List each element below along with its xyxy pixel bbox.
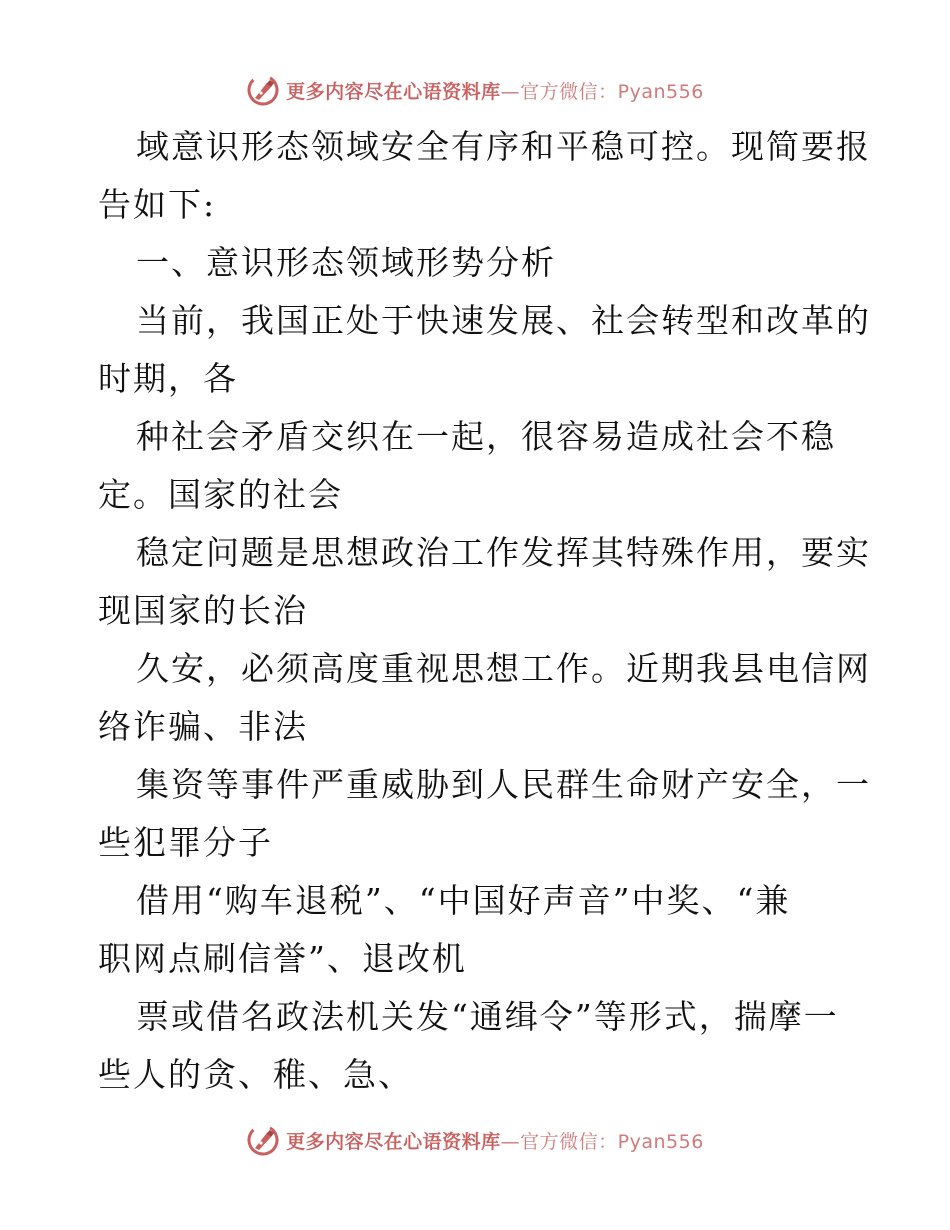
header-banner-text [286, 77, 704, 104]
text-line: 一、意识形态领域形势分析 [136, 243, 556, 282]
document-body [98, 118, 871, 1104]
footer-banner-text [286, 1127, 704, 1154]
site-name: 更多内容尽在心语资料库 [286, 80, 501, 103]
banner-dash: — [500, 80, 521, 103]
pen-nib-circle-icon [246, 73, 280, 107]
text-line: 时期，各 [98, 359, 238, 398]
text-line: 定。国家的社会 [98, 475, 343, 514]
text-line: 种社会矛盾交织在一起，很容易造成社会不稳 [136, 417, 836, 456]
wechat-id: 官方微信：Pyan556 [520, 80, 704, 103]
text-line: 职网点刷信誉”、退改机 [98, 939, 467, 978]
wechat-id: 官方微信：Pyan556 [520, 1130, 704, 1153]
text-line: 些人的贪、稚、急、 [98, 1055, 413, 1094]
text-line: 借用“购车退税”、“中国好声音”中奖、“兼 [136, 881, 791, 920]
text-line: 域意识形态领域安全有序和平稳可控。现简要报 [136, 127, 871, 166]
pen-nib-circle-icon [246, 1123, 280, 1157]
text-line: 些犯罪分子 [98, 823, 273, 862]
banner-dash: — [500, 1130, 521, 1153]
text-line: 久安，必须高度重视思想工作。近期我县电信网 [136, 649, 871, 688]
text-line: 票或借名政法机关发“通缉令”等形式，揣摩一 [136, 997, 839, 1036]
site-name: 更多内容尽在心语资料库 [286, 1130, 501, 1153]
text-line: 稳定问题是思想政治工作发挥其特殊作用，要实 [136, 533, 871, 572]
footer-banner [0, 1122, 950, 1158]
text-line: 当前，我国正处于快速发展、社会转型和改革的 [136, 301, 871, 340]
text-line: 集资等事件严重威胁到人民群生命财产安全，一 [136, 765, 871, 804]
text-line: 络诈骗、非法 [98, 707, 308, 746]
text-line: 告如下: [98, 185, 217, 224]
text-line: 现国家的长治 [98, 591, 308, 630]
header-banner [0, 72, 950, 108]
